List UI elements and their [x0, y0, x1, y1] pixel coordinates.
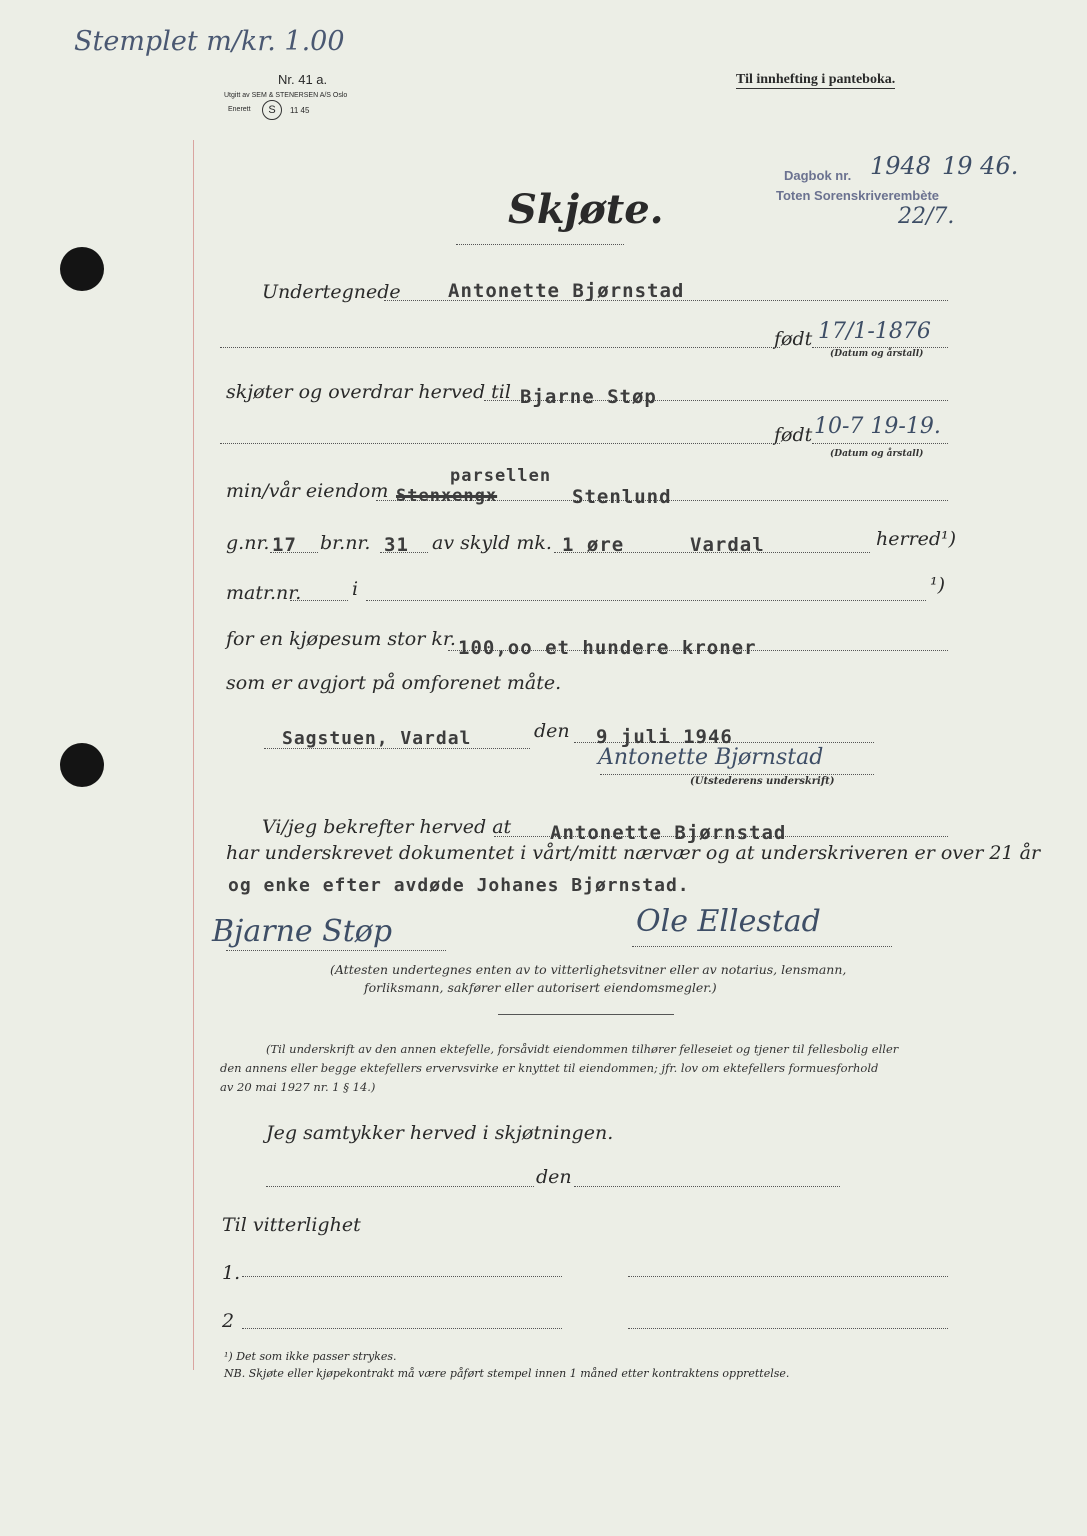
date-value: 9 juli 1946: [596, 726, 733, 748]
eiendom-insert: parsellen: [450, 466, 552, 486]
signature-line: [600, 774, 874, 775]
witness2-line: [632, 946, 892, 947]
vitne2-line-left: [242, 1328, 562, 1329]
registry-stamp-date: 22/7.: [898, 204, 955, 229]
den2-label: den: [536, 1166, 572, 1188]
title-rule: [456, 244, 624, 245]
registry-stamp-number: 1948: [870, 152, 932, 180]
registry-stamp-office: Toten Sorenskriverembète: [776, 188, 940, 203]
publisher-logo-icon: S: [262, 100, 282, 120]
eiendom-label: min/vår eiendom: [226, 480, 389, 502]
matr-label: matr.nr.: [226, 582, 302, 604]
samtykker-text: Jeg samtykker herved i skjøtningen.: [266, 1122, 614, 1144]
herred-label: herred¹): [876, 528, 957, 550]
fodt2-line-left: [220, 443, 780, 444]
bekrefter-value: Antonette Bjørnstad: [550, 822, 787, 844]
fodt1-value: 17/1-1876: [818, 319, 931, 344]
skyld-value: 1 øre: [562, 534, 625, 556]
brnr-value: 31: [384, 534, 409, 556]
witness-number-1: 1.: [222, 1262, 241, 1284]
margin-line: [193, 140, 194, 1370]
kjopesum-value: 100,oo et hundere kroner: [458, 637, 757, 659]
fodt1-line-left: [220, 347, 780, 348]
den2-line-right: [574, 1186, 840, 1187]
vitne1-line-right: [628, 1276, 948, 1277]
fodt2-value: 10-7 19-19.: [814, 414, 941, 439]
matr-i: i: [352, 578, 359, 600]
witness1-signature: Bjarne Støp: [212, 914, 393, 949]
registry-stamp-label: Dagbok nr.: [784, 168, 852, 183]
eiendom-struck: Stenxengx: [396, 486, 498, 506]
eiendom-value: Stenlund: [572, 486, 672, 508]
seller-signature: Antonette Bjørnstad: [598, 745, 824, 770]
fodt1-line-right: [812, 347, 948, 348]
herred-value: Vardal: [690, 534, 765, 556]
skyld-label: av skyld mk.: [432, 532, 552, 554]
punch-hole-top: [60, 247, 104, 291]
spouse-line-1: (Til underskrift av den annen ektefelle, forsåvidt eiendommen tilhører felleseiet og tjener til fellesbolig eller: [266, 1042, 899, 1056]
utsteder-caption: (Utstederens underskrift): [690, 776, 835, 787]
vitterlighet-label: Til vitterlighet: [222, 1214, 361, 1236]
matr-end: ¹): [930, 574, 946, 596]
gnr-label: g.nr.: [226, 532, 270, 554]
witness-number-2: 2: [222, 1310, 235, 1332]
document-title: Skjøte.: [508, 186, 664, 233]
vitne2-line-right: [628, 1328, 948, 1329]
den-label: den: [534, 720, 570, 742]
vitne1-line-left: [242, 1276, 562, 1277]
attest-line-2: forliksmann, sakfører eller autorisert eiendomsmegler.): [364, 980, 717, 995]
datum2-caption: (Datum og årstall): [830, 449, 924, 459]
separator-rule: [498, 1014, 674, 1015]
spouse-line-2: den annens eller begge ektefellers ervervsvirke er knyttet til eiendommen; jfr. lov om ektefellers formuesforhold: [220, 1061, 879, 1075]
skjoter-label: skjøter og overdrar herved til: [226, 381, 511, 403]
place-line: [264, 748, 530, 749]
datum1-caption: (Datum og årstall): [830, 349, 924, 359]
underskrevet-text: har underskrevet dokumentet i vårt/mitt nærvær og at underskriveren er over 21 år: [226, 842, 1041, 864]
top-right-note: Til innhefting i panteboka.: [736, 72, 896, 87]
footnote-nb: NB. Skjøte eller kjøpekontrakt må være påført stempel innen 1 måned etter kontraktens opprettelse.: [224, 1367, 790, 1380]
skjoter-value: Bjarne Støp: [520, 386, 657, 408]
undertegnede-label: Undertegnede: [262, 281, 401, 303]
publisher-line-1: Utgitt av SEM & STENERSEN A/S Oslo: [224, 92, 348, 99]
publisher-line-2-left: Enerett: [228, 106, 251, 113]
punch-hole-bottom: [60, 743, 104, 787]
brnr-label: br.nr.: [320, 532, 371, 554]
gnr-value: 17: [272, 534, 297, 556]
registry-stamp-year: 19 46.: [942, 152, 1019, 180]
spouse-line-3: av 20 mai 1927 nr. 1 § 14.): [220, 1080, 376, 1094]
kjopesum-label: for en kjøpesum stor kr.: [226, 628, 456, 650]
fodt2-label: født: [774, 424, 813, 446]
matr-line-2: [366, 600, 926, 601]
footnote-1: ¹) Det som ikke passer strykes.: [224, 1350, 397, 1363]
den2-line-left: [266, 1186, 534, 1187]
witness1-line: [226, 950, 446, 951]
undertegnede-value: Antonette Bjørnstad: [448, 280, 685, 302]
place-value: Sagstuen, Vardal: [282, 728, 472, 749]
fodt1-label: født: [774, 328, 813, 350]
stamp-note: Stemplet m/kr. 1.00: [74, 26, 345, 57]
avgjort-text: som er avgjort på omforenet måte.: [226, 672, 562, 694]
bekrefter-label: Vi/jeg bekrefter herved at: [262, 816, 512, 838]
matr-line-1: [290, 600, 348, 601]
publisher-line-2-right: 11 45: [290, 106, 310, 115]
witness2-signature: Ole Ellestad: [636, 904, 821, 939]
form-number: Nr. 41 a.: [278, 72, 328, 87]
enke-text: og enke efter avdøde Johanes Bjørnstad.: [228, 875, 690, 896]
fodt2-line-right: [812, 443, 948, 444]
attest-line-1: (Attesten undertegnes enten av to vitterlighetsvitner eller av notarius, lensmann,: [330, 962, 847, 977]
